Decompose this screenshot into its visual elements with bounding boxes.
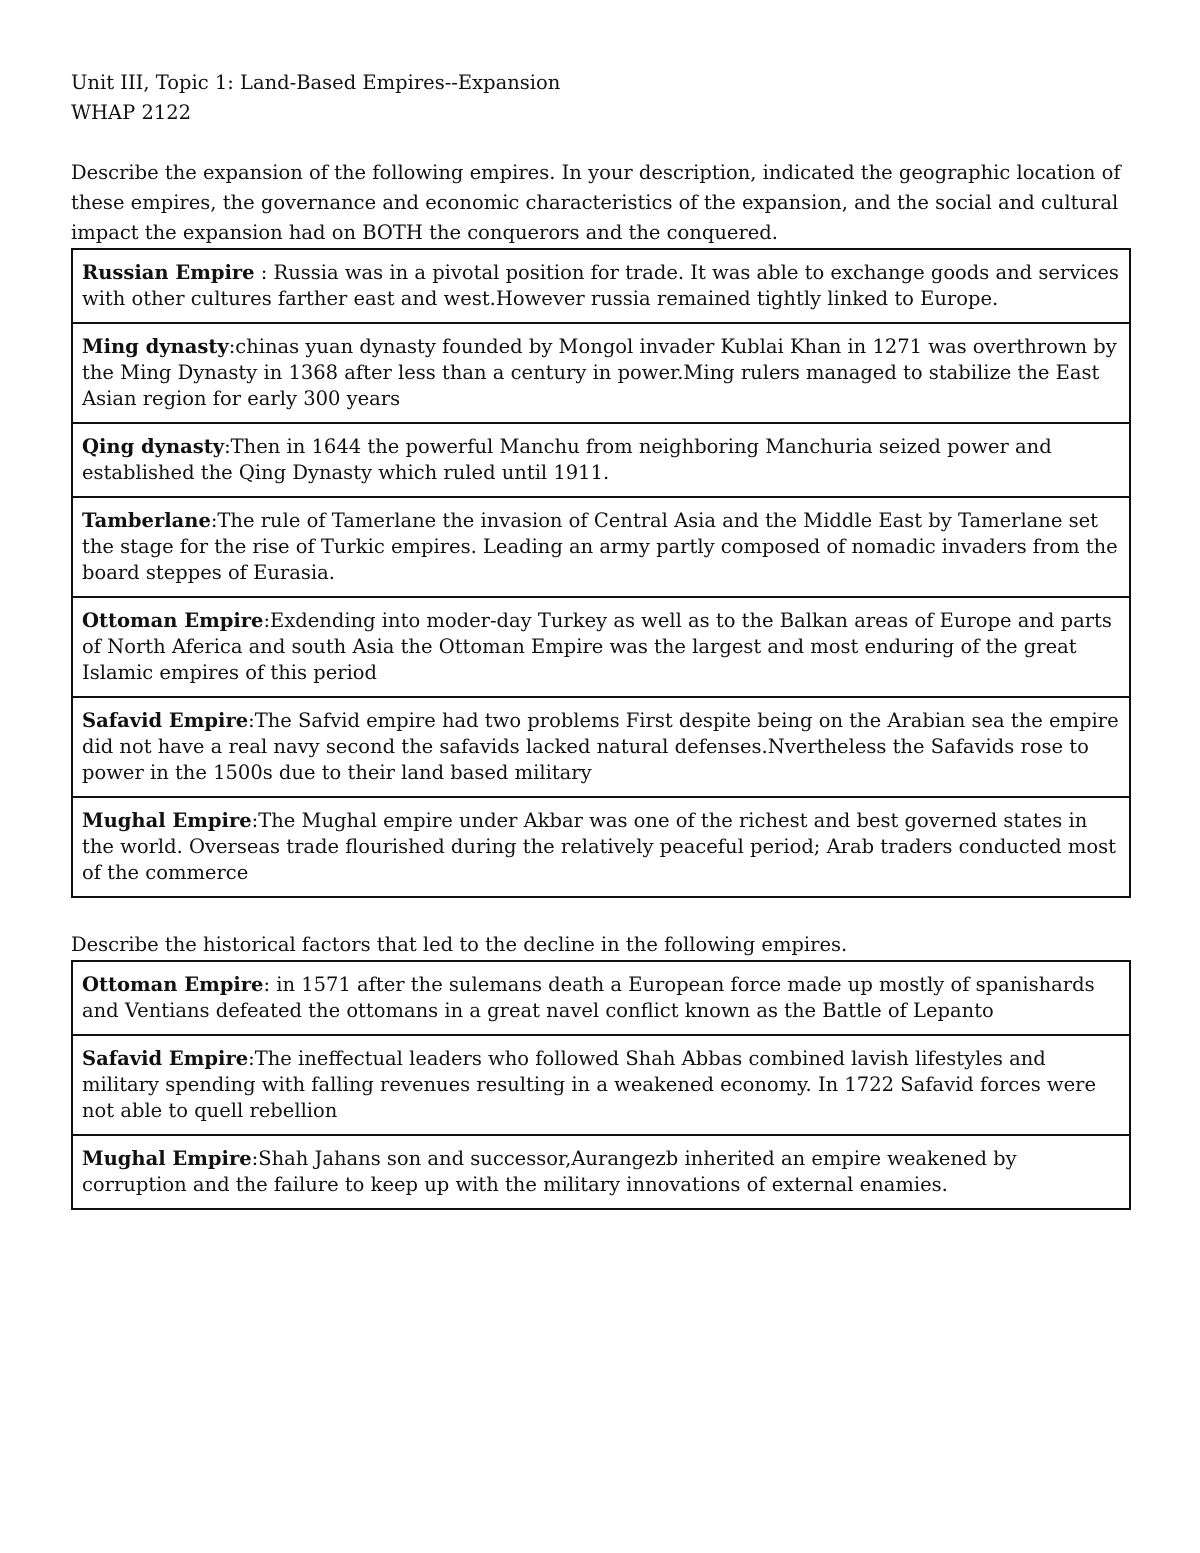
- table-row: [72, 497, 1130, 597]
- table-row: [72, 423, 1130, 497]
- expansion-prompt: Describe the expansion of the following empires. In your description, indicated the geographic location of these empires, the governance and economic characteristics of the expansion, and the social and cultural impact the expansion had on BOTH the conquerors and the conquered.: [71, 161, 1121, 244]
- expansion-table: [71, 248, 1131, 898]
- answer-cell-tamberlane[interactable]: [72, 497, 1130, 597]
- answer-cell-qing-dynasty[interactable]: [72, 423, 1130, 497]
- answer-text: :Shah Jahans son and successor,Aurangezb inherited an empire weakened by corruption and the failure to keep up with the military innovations of external enamies.: [82, 1147, 1017, 1196]
- document-page: [71, 68, 1131, 1210]
- answer-text: :The Mughal empire under Akbar was one of the richest and best governed states in the world. Overseas trade flourished during the relatively peaceful period; Arab traders conducted most of the commerce: [82, 809, 1116, 884]
- answer-text: : Russia was in a pivotal position for trade. It was able to exchange goods and services with other cultures farther east and west.However russia remained tightly linked to Europe.: [82, 261, 1119, 310]
- answer-cell-mughal-empire[interactable]: [72, 797, 1130, 897]
- empire-name: Qing dynasty: [82, 435, 225, 458]
- answer-text: :The ineffectual leaders who followed Shah Abbas combined lavish lifestyles and military spending with falling revenues resulting in a weakened economy. In 1722 Safavid forces were not able to quell rebellion: [82, 1047, 1097, 1122]
- empire-name: Russian Empire: [82, 261, 255, 284]
- table-row: [72, 597, 1130, 697]
- empire-name: Mughal Empire: [82, 1147, 252, 1170]
- course-code: WHAP 2122: [71, 101, 192, 124]
- answer-text: :Exdending into moder-day Turkey as well as to the Balkan areas of Europe and parts of North Aferica and south Asia the Ottoman Empire was the largest and most enduring of the great Islamic empires of this period: [82, 609, 1112, 684]
- answer-cell-mughal-decline[interactable]: [72, 1135, 1130, 1209]
- empire-name: Ming dynasty: [82, 335, 229, 358]
- answer-cell-ottoman-decline[interactable]: [72, 961, 1130, 1035]
- answer-text: :The rule of Tamerlane the invasion of Central Asia and the Middle East by Tamerlane set the stage for the rise of Turkic empires. Leading an army partly composed of nomadic invaders from the board steppes of Eurasia.: [82, 509, 1118, 584]
- answer-cell-ottoman-empire[interactable]: [72, 597, 1130, 697]
- empire-name: Safavid Empire: [82, 1047, 249, 1070]
- answer-text: :The Safvid empire had two problems First despite being on the Arabian sea the empire did not have a real navy second the safavids lacked natural defenses.Nvertheless the Safavids rose to power in the 1500s due to their land based military: [82, 709, 1119, 784]
- decline-table: [71, 960, 1131, 1210]
- document-title: Unit III, Topic 1: Land-Based Empires--Expansion: [71, 71, 561, 94]
- table-row: [72, 697, 1130, 797]
- table-row: [72, 323, 1130, 423]
- table-row: [72, 797, 1130, 897]
- answer-cell-safavid-empire[interactable]: [72, 697, 1130, 797]
- answer-cell-safavid-decline[interactable]: [72, 1035, 1130, 1135]
- empire-name: Tamberlane: [82, 509, 211, 532]
- empire-name: Mughal Empire: [82, 809, 252, 832]
- table-row: [72, 1035, 1130, 1135]
- answer-cell-russian-empire[interactable]: [72, 249, 1130, 323]
- answer-text: : in 1571 after the sulemans death a European force made up mostly of spanishards and Ventians defeated the ottomans in a great navel conflict known as the Battle of Lepanto: [82, 973, 1095, 1022]
- empire-name: Ottoman Empire: [82, 973, 264, 996]
- answer-text: :chinas yuan dynasty founded by Mongol invader Kublai Khan in 1271 was overthrown by the Ming Dynasty in 1368 after less than a century in power.Ming rulers managed to stabilize the East Asian region for early 300 years: [82, 335, 1117, 410]
- empire-name: Ottoman Empire: [82, 609, 264, 632]
- table-row: [72, 961, 1130, 1035]
- table-row: [72, 1135, 1130, 1209]
- decline-prompt: Describe the historical factors that led to the decline in the following empires.: [71, 933, 848, 956]
- answer-text: :Then in 1644 the powerful Manchu from neighboring Manchuria seized power and established the Qing Dynasty which ruled until 1911.: [82, 435, 1052, 484]
- answer-cell-ming-dynasty[interactable]: [72, 323, 1130, 423]
- table-row: [72, 249, 1130, 323]
- empire-name: Safavid Empire: [82, 709, 249, 732]
